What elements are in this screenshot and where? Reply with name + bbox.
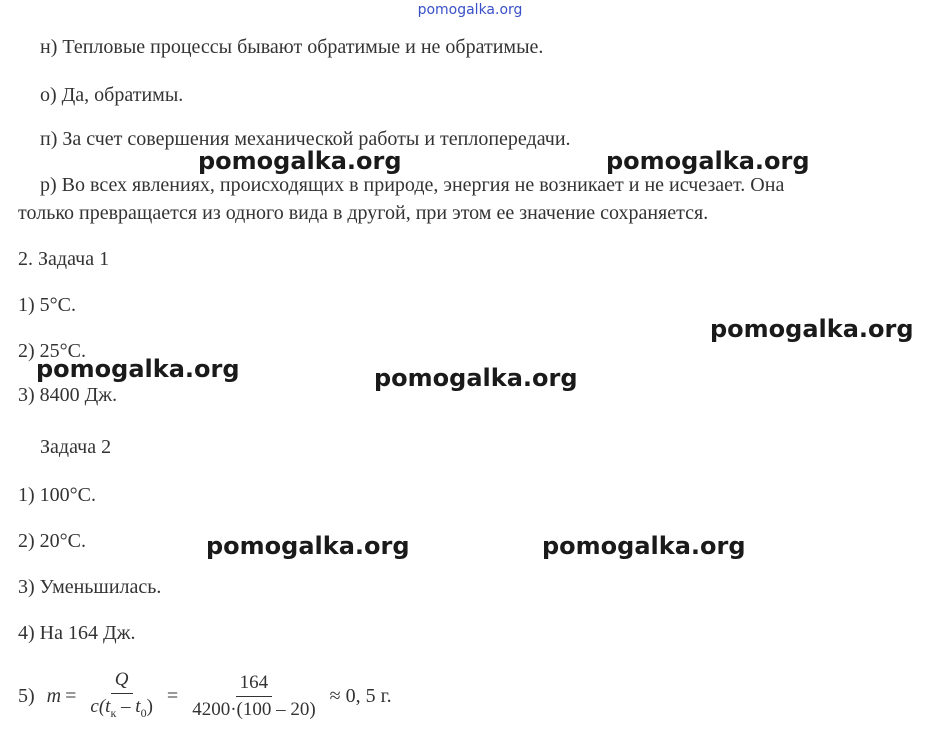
formula-label: 5) [18, 684, 35, 707]
watermark: pomogalka.org [710, 315, 914, 343]
watermark: pomogalka.org [36, 355, 240, 383]
formula-eq1: = [65, 684, 77, 707]
formula-sub-0: 0 [140, 705, 147, 720]
answer-r-line1: р) Во всех явлениях, происходящих в природе, энергия не возникает и не исчезает. Она [40, 174, 785, 196]
formula-minus: – [116, 695, 136, 717]
formula-t: t [105, 695, 111, 717]
formula-fraction-1-num: Q [111, 669, 133, 694]
formula-sub-k: к [110, 705, 117, 720]
watermark: pomogalka.org [374, 364, 578, 392]
formula-result: ≈ 0, 5 г. [329, 684, 392, 707]
formula-eq2: = [166, 684, 179, 707]
formula-fraction-2-den: 4200·(100 – 20) [192, 698, 316, 720]
watermark: pomogalka.org [206, 532, 410, 560]
answer-r-line2: только превращается из одного вида в другой, при этом ее значение сохраняется. [18, 202, 709, 224]
task2-item-2: 2) 20°С. [18, 530, 86, 552]
formula-m: m [46, 684, 62, 707]
formula-t0: t [135, 695, 141, 717]
task1-title: 2. Задача 1 [18, 248, 110, 270]
watermark: pomogalka.org [606, 147, 810, 175]
formula-c: c( [90, 695, 106, 717]
header-watermark: pomogalka.org [417, 2, 523, 18]
task1-item-3: 3) 8400 Дж. [18, 384, 118, 406]
task2-item-1: 1) 100°С. [18, 484, 96, 506]
task2-item-3: 3) Уменьшилась. [18, 576, 162, 598]
answer-n: н) Тепловые процессы бывают обратимые и не обратимые. [40, 36, 544, 58]
task2-item-4: 4) На 164 Дж. [18, 622, 136, 644]
formula-fraction-2 [188, 672, 319, 721]
watermark: pomogalka.org [198, 147, 402, 175]
task1-item-1: 1) 5°С. [18, 294, 76, 316]
formula-fraction-2-num: 164 [236, 672, 273, 697]
formula-fraction-1 [86, 669, 157, 724]
task1-item-2: 2) 25°С. [18, 340, 86, 362]
formula-fraction-1-den [86, 694, 157, 724]
formula [18, 666, 396, 726]
watermark: pomogalka.org [542, 532, 746, 560]
formula-close: ) [146, 695, 153, 717]
task2-title: Задача 2 [40, 436, 112, 458]
answer-o: о) Да, обратимы. [40, 84, 184, 106]
answer-p: п) За счет совершения механической работы и теплопередачи. [40, 128, 571, 150]
